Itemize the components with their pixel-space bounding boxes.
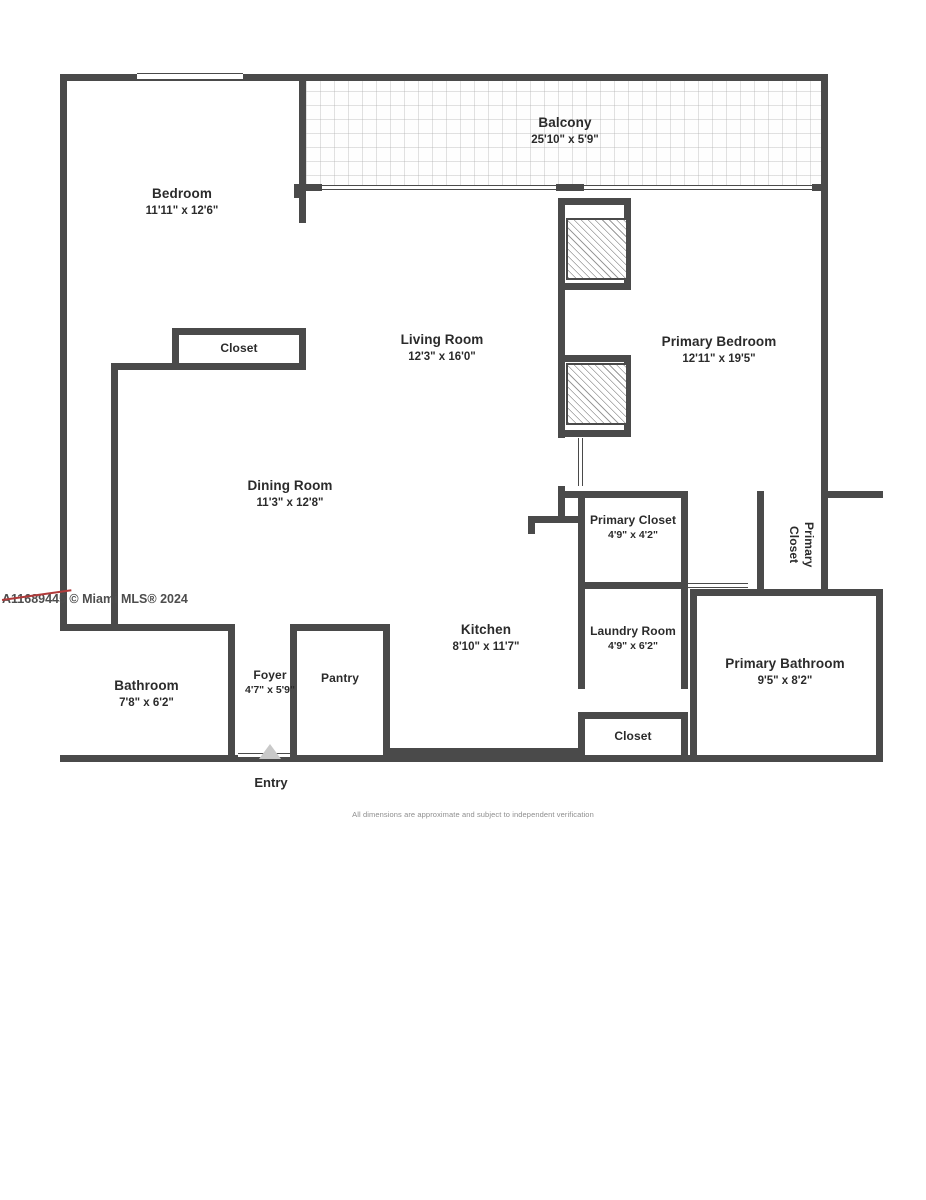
- wall-balcony-bottom-mid: [556, 184, 584, 191]
- disclaimer-text: All dimensions are approximate and subject to independent verification: [352, 810, 594, 819]
- wall-right-step-vertical: [821, 491, 828, 596]
- primary-bedroom-doorway: [578, 438, 583, 486]
- wall-bathroom-top: [60, 624, 235, 631]
- bedroom-window: [137, 73, 243, 80]
- wall-exterior-top-balcony: [306, 74, 828, 81]
- wall-balcony-divider: [294, 184, 301, 198]
- wall-primary-closet-right: [681, 491, 688, 589]
- wall-laundry-right: [681, 589, 688, 689]
- room-label-primary-bedroom: Primary Bedroom 12'11" x 19'5": [661, 334, 777, 365]
- room-label-balcony: Balcony 25'10" x 5'9": [531, 115, 599, 146]
- wall-pantry-top: [290, 624, 390, 631]
- wall-exterior-left: [60, 74, 67, 630]
- room-label-primary-bathroom: Primary Bathroom 9'5" x 8'2": [725, 656, 845, 687]
- wall-dining-left: [111, 363, 118, 631]
- wall-kitchen-bottom: [383, 748, 584, 755]
- laundry-doorway: [688, 583, 748, 588]
- wall-exterior-right-lower: [876, 596, 883, 762]
- room-label-primary-closet-2: Primary Closet: [787, 522, 816, 568]
- wall-pantry-right: [383, 624, 390, 755]
- room-label-foyer: Foyer 4'7" x 5'9": [245, 668, 295, 696]
- wall-laundry-bottom: [578, 712, 688, 719]
- wall-exterior-right-upper: [821, 74, 828, 498]
- primary-bedroom-closet-hatch-lower: [566, 363, 628, 425]
- wall-primary-closet-bottom: [578, 582, 688, 589]
- wall-primary-bathroom-left: [690, 589, 697, 762]
- mls-watermark: [2, 592, 188, 606]
- wall-balcony-bottom-right: [812, 184, 828, 191]
- room-label-primary-closet: Primary Closet 4'9" x 4'2": [589, 513, 677, 541]
- wall-hall-stub: [528, 516, 584, 523]
- wall-primary-bedroom-closet2-bottom: [558, 430, 631, 437]
- wall-bathroom-right: [228, 624, 235, 755]
- room-label-pantry: Pantry: [321, 671, 359, 685]
- room-label-kitchen: Kitchen 8'10" x 11'7": [452, 622, 520, 653]
- balcony-sliding-door-right: [584, 185, 814, 190]
- entry-direction-arrow: [259, 744, 281, 759]
- room-label-living-room: Living Room 12'3" x 16'0": [400, 332, 484, 363]
- mls-watermark-text: A11689445 © Miami MLS® 2024: [2, 592, 188, 606]
- wall-primary-bath-top: [690, 589, 883, 596]
- wall-primary-closet2-left: [757, 491, 764, 589]
- primary-bedroom-closet-hatch-upper: [566, 218, 628, 280]
- room-label-closet: Closet: [220, 341, 258, 355]
- room-label-laundry-room: Laundry Room 4'9" x 6'2": [590, 624, 676, 652]
- wall-primary-bedroom-left-upper: [558, 198, 565, 438]
- room-label-bedroom: Bedroom 11'11" x 12'6": [145, 186, 219, 217]
- wall-right-step: [821, 491, 883, 498]
- wall-closet2-right: [681, 712, 688, 762]
- wall-hall-stub-vertical: [528, 516, 535, 534]
- wall-primary-bedroom-top: [558, 198, 624, 205]
- wall-laundry-left: [578, 589, 585, 689]
- wall-primary-bedroom-closet2-top: [558, 355, 631, 362]
- wall-primary-bedroom-closet-bottom: [558, 283, 631, 290]
- entry-label: Entry: [254, 775, 288, 790]
- wall-kitchen-left: [290, 624, 297, 755]
- wall-bedroom-right: [299, 74, 306, 194]
- room-label-bathroom: Bathroom 7'8" x 6'2": [114, 678, 179, 709]
- wall-closet-bottom: [172, 363, 306, 370]
- wall-dining-left-top: [111, 363, 179, 370]
- room-label-closet-2: Closet: [614, 729, 652, 743]
- balcony-sliding-door-left: [322, 185, 559, 190]
- room-label-dining-room: Dining Room 11'3" x 12'8": [247, 478, 333, 509]
- wall-closet-top: [172, 328, 306, 335]
- balcony-floor-texture: [306, 76, 828, 190]
- wall-primary-closet-left: [578, 491, 585, 589]
- wall-exterior-bottom: [60, 755, 883, 762]
